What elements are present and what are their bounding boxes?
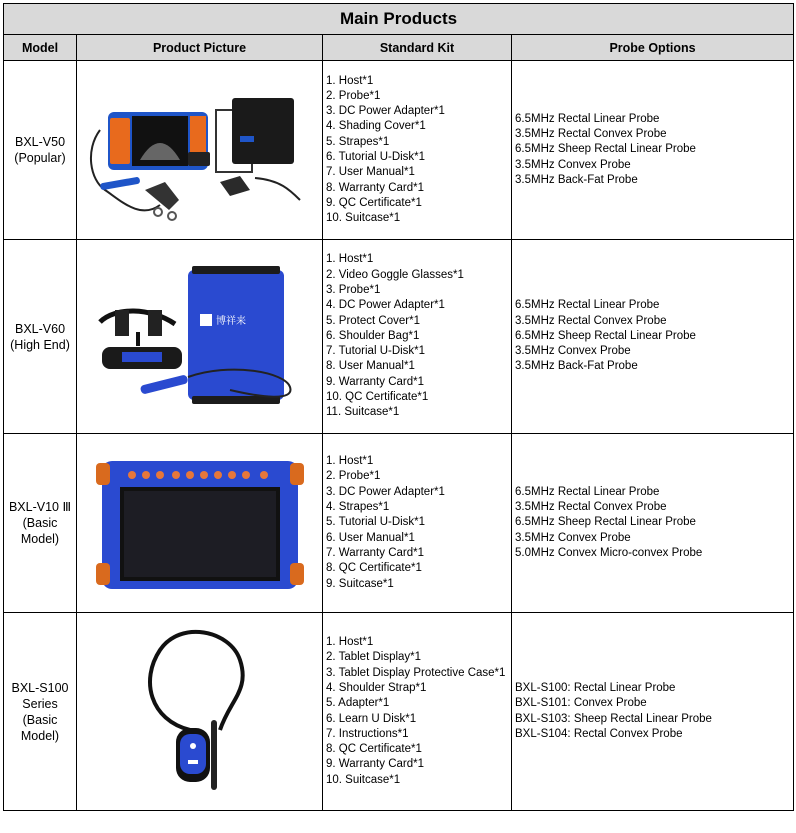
- list-item: BXL-S104: Rectal Convex Probe: [515, 727, 683, 740]
- list-item: 1. Host*1: [326, 74, 374, 87]
- probe-options-cell: [512, 613, 794, 811]
- list-item: 1. Host*1: [326, 636, 374, 649]
- list-item: 5. Adapter*1: [326, 697, 390, 710]
- table-row: [4, 434, 794, 613]
- standard-kit-cell: [323, 613, 512, 811]
- table-title: Main Products: [4, 4, 794, 35]
- list-item: 7. Warranty Card*1: [326, 546, 424, 559]
- list-item: 8. Warranty Card*1: [326, 181, 424, 194]
- model-cell: [4, 61, 77, 240]
- model-series: Series: [22, 696, 58, 711]
- list-item: 3.5MHz Convex Probe: [515, 531, 631, 544]
- header-product-picture: Product Picture: [77, 35, 323, 61]
- list-item: 5.0MHz Convex Micro-convex Probe: [515, 546, 703, 559]
- model-tier: (Basic Model): [20, 516, 60, 546]
- list-item: 8. User Manual*1: [326, 360, 415, 373]
- product-picture: [77, 61, 323, 240]
- product-picture: [77, 613, 323, 811]
- header-model: Model: [4, 35, 77, 61]
- model-name: BXL-S100: [11, 680, 69, 695]
- list-item: 9. Warranty Card*1: [326, 758, 424, 771]
- list-item: 6. Tutorial U-Disk*1: [326, 151, 426, 163]
- list-item: 7. User Manual*1: [326, 166, 415, 179]
- list-item: 9. Suitcase*1: [326, 577, 394, 590]
- bxl-v10-image: [80, 443, 320, 603]
- list-item: 5. Tutorial U-Disk*1: [326, 516, 426, 529]
- list-item: 5. Strapes*1: [326, 135, 390, 148]
- product-picture: [77, 240, 323, 434]
- model-name: BXL-V10 Ⅲ: [8, 500, 72, 514]
- list-item: 1. Host*1: [326, 455, 374, 468]
- model-tier: (Basic Model): [20, 712, 60, 743]
- list-item: 3.5MHz Convex Probe: [515, 345, 631, 358]
- list-item: 10. Suitcase*1: [326, 773, 401, 786]
- list-item: BXL-S101: Convex Probe: [515, 697, 647, 710]
- list-item: 9. QC Certificate*1: [326, 196, 422, 209]
- product-picture: [77, 434, 323, 613]
- list-item: 3. DC Power Adapter*1: [326, 105, 445, 118]
- standard-kit-cell: [323, 240, 512, 434]
- list-item: 6.5MHz Sheep Rectal Linear Probe: [515, 516, 696, 529]
- header-standard-kit: Standard Kit: [323, 35, 512, 61]
- list-item: 6.5MHz Sheep Rectal Linear Probe: [515, 143, 696, 156]
- list-item: 7. Tutorial U-Disk*1: [326, 345, 426, 358]
- list-item: 10. QC Certificate*1: [326, 391, 429, 404]
- list-item: BXL-S103: Sheep Rectal Linear Probe: [515, 712, 712, 725]
- list-item: 6. User Manual*1: [326, 531, 415, 544]
- list-item: 4. DC Power Adapter*1: [326, 299, 445, 312]
- model-name: BXL-V50: [14, 135, 66, 149]
- list-item: 3. DC Power Adapter*1: [326, 485, 445, 498]
- probe-options-cell: [512, 434, 794, 613]
- list-item: 2. Video Goggle Glasses*1: [326, 268, 464, 281]
- model-name: BXL-V60: [14, 321, 66, 336]
- list-item: 10. Suitcase*1: [326, 212, 401, 225]
- list-item: 5. Protect Cover*1: [326, 314, 420, 327]
- brand-label: 博祥来: [215, 315, 246, 327]
- list-item: 3. Probe*1: [326, 283, 381, 296]
- list-item: 2. Tablet Display*1: [326, 651, 422, 664]
- model-cell: [4, 613, 77, 811]
- list-item: 11. Suitcase*1: [326, 406, 400, 419]
- list-item: 6.5MHz Rectal Linear Probe: [515, 299, 660, 312]
- list-item: 3.5MHz Rectal Convex Probe: [515, 501, 667, 514]
- list-item: 2. Probe*1: [326, 470, 381, 483]
- list-item: 3.5MHz Convex Probe: [515, 158, 631, 171]
- list-item: 3.5MHz Back-Fat Probe: [515, 360, 638, 373]
- list-item: 2. Probe*1: [326, 89, 381, 102]
- table-row: [4, 240, 794, 434]
- header-probe-options: Probe Options: [512, 35, 794, 61]
- list-item: 8. QC Certificate*1: [326, 562, 422, 575]
- standard-kit-cell: [323, 434, 512, 613]
- list-item: 4. Shoulder Strap*1: [326, 681, 427, 694]
- main-products-table: [3, 3, 794, 811]
- bxl-v60-image: [80, 252, 320, 422]
- list-item: 7. Instructions*1: [326, 727, 409, 740]
- list-item: 8. QC Certificate*1: [326, 743, 422, 756]
- list-item: 4. Strapes*1: [326, 501, 390, 514]
- list-item: 6. Shoulder Bag*1: [326, 329, 420, 342]
- list-item: 3.5MHz Back-Fat Probe: [515, 173, 638, 186]
- standard-kit-cell: [323, 61, 512, 240]
- list-item: 6.5MHz Rectal Linear Probe: [515, 112, 660, 125]
- table-row: [4, 61, 794, 240]
- list-item: 3. Tablet Display Protective Case*1: [326, 666, 506, 679]
- list-item: 4. Shading Cover*1: [326, 120, 426, 133]
- list-item: 1. Host*1: [326, 253, 374, 266]
- model-cell: [4, 434, 77, 613]
- model-tier: (High End): [10, 337, 70, 352]
- probe-options-cell: [512, 240, 794, 434]
- model-tier: (Popular): [14, 151, 66, 165]
- table-row: [4, 613, 794, 811]
- model-cell: [4, 240, 77, 434]
- list-item: 3.5MHz Rectal Convex Probe: [515, 128, 667, 141]
- list-item: 3.5MHz Rectal Convex Probe: [515, 314, 667, 327]
- bxl-s100-image: [80, 620, 320, 804]
- list-item: BXL-S100: Rectal Linear Probe: [515, 681, 676, 694]
- list-item: 6.5MHz Rectal Linear Probe: [515, 485, 660, 498]
- probe-options-cell: [512, 61, 794, 240]
- list-item: 9. Warranty Card*1: [326, 375, 424, 388]
- list-item: 6.5MHz Sheep Rectal Linear Probe: [515, 329, 696, 342]
- bxl-v50-image: [80, 70, 320, 230]
- list-item: 6. Learn U Disk*1: [326, 712, 417, 725]
